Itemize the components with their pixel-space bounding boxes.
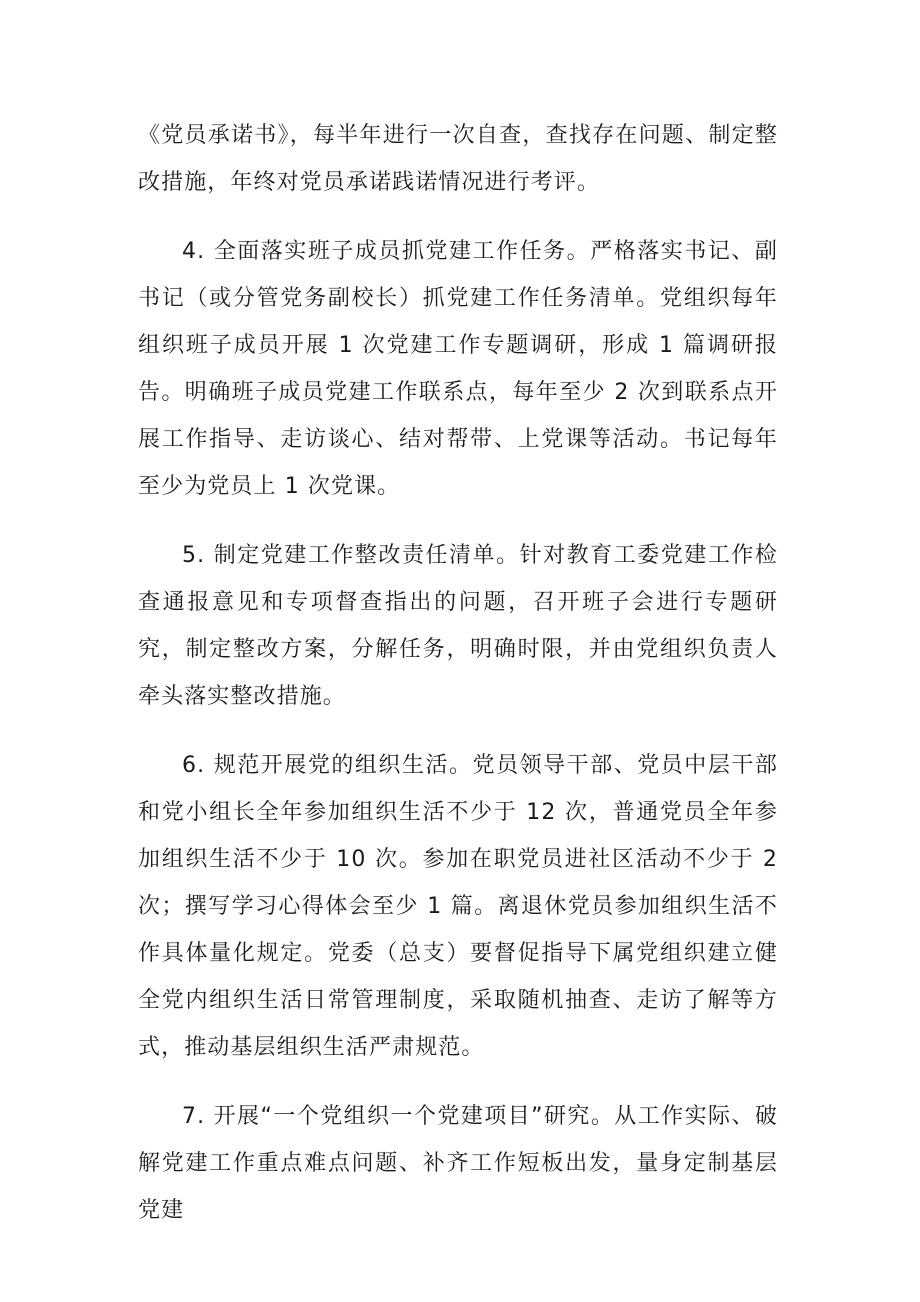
paragraph-item-5: 5. 制定党建工作整改责任清单。针对教育工委党建工作检查通报意见和专项督查指出的问题，召开班子会进行专题研究，制定整改方案，分解任务，明确时限，并由党组织负责人牵头落实整改措施。	[138, 543, 778, 709]
paragraph-item-6: 6. 规范开展党的组织生活。党员领导干部、党员中层干部和党小组长全年参加组织生活不少于 12 次，普通党员全年参加组织生活不少于 10 次。参加在职党员进社区活动不少于 2 次；撰写学习心得体会至少 1 篇。离退休党员参加组织生活不作具体量化规定。党委（总支）要督促指导下属党组织建立健全党内组织生活日常管理制度，采取随机抽查、走访了解等方式，推动基层组织生活严肃规范。	[138, 753, 778, 1060]
document-body	[138, 112, 778, 1256]
paragraph-item-4: 4. 全面落实班子成员抓党建工作任务。严格落实书记、副书记（或分管党务副校长）抓党建工作任务清单。党组织每年组织班子成员开展 1 次党建工作专题调研，形成 1 篇调研报告。明确班子成员党建工作联系点，每年至少 2 次到联系点开展工作指导、走访谈心、结对帮带、上党课等活动。书记每年至少为党员上 1 次党课。	[138, 239, 778, 499]
paragraph-item-7: 7. 开展“一个党组织一个党建项目”研究。从工作实际、破解党建工作重点难点问题、补齐工作短板出发，量身定制基层党建	[138, 1104, 778, 1223]
paragraph-continuation: 《党员承诺书》，每半年进行一次自查，查找存在问题、制定整改措施，年终对党员承诺践诺情况进行考评。	[138, 123, 778, 195]
